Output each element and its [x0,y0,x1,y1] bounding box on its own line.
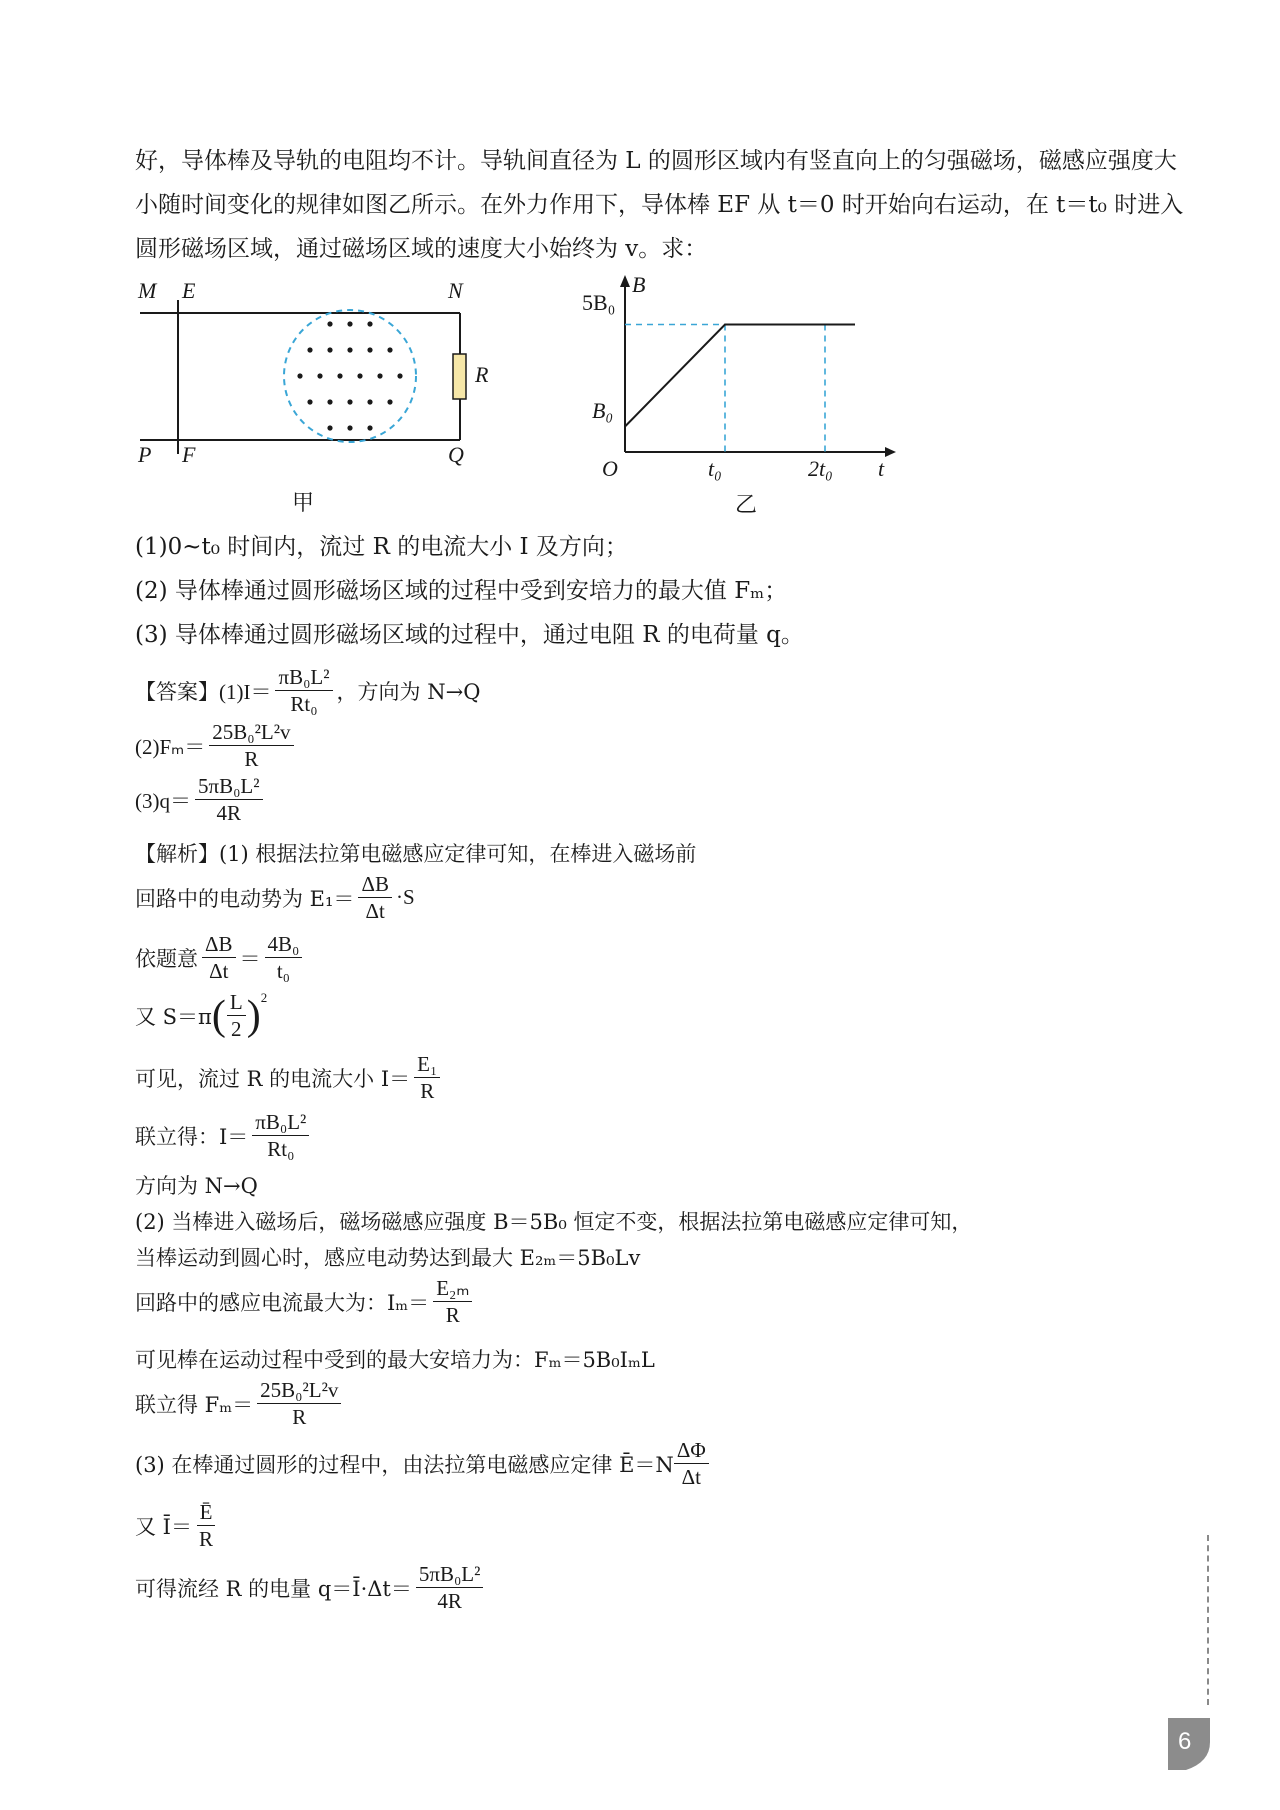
analysis-5-prefix: 可见，流过 R 的电流大小 I＝ [135,1066,411,1091]
analysis-5-denominator: R [420,1079,435,1103]
answer-3-denominator: 4R [216,801,242,825]
analysis-line-11: 可见棒在运动过程中受到的最大安培力为：Fₘ＝5B₀IₘL [135,1348,655,1372]
analysis-2-prefix: 回路中的电动势为 E₁＝ [135,886,355,911]
analysis-15-prefix: 可得流经 R 的电量 q＝Ī·Δt＝ [135,1576,412,1601]
answer-1-numerator: πB₀L² [275,665,332,691]
label-r: R [475,362,489,387]
answer-2-prefix: (2)Fₘ＝ [135,734,206,759]
analysis-4-numerator: L [227,990,246,1016]
answer-2-numerator: 25B₀²L²v [209,720,293,746]
analysis-line-15 [135,1562,487,1613]
analysis-15-numerator: 5πB₀L² [416,1562,484,1588]
intro-line-3: 圆形磁场区域，通过磁场区域的速度大小始终为 v。求： [135,236,708,262]
analysis-12-numerator: 25B₀²L²v [257,1378,341,1404]
analysis-13-denominator: Δt [681,1465,701,1489]
page-edge-dashed-line [1207,1535,1209,1705]
analysis-10-numerator: E₂ₘ [433,1276,472,1302]
analysis-line-5 [135,1052,444,1103]
answer-tag: 【答案】 [135,679,219,704]
question-2: (2) 导体棒通过圆形磁场区域的过程中受到安培力的最大值 Fₘ； [135,578,788,604]
figure-circuit [130,280,490,480]
answer-3-numerator: 5πB₀L² [195,774,263,800]
analysis-line-13 [135,1438,713,1489]
question-1: (1)0~t₀ 时间内，流过 R 的电流大小 I 及方向； [135,534,628,560]
analysis-2-denominator: Δt [365,899,385,923]
page-number: 6 [1178,1728,1192,1755]
label-m: M [138,278,157,303]
answer-1-prefix: (1)I＝ [219,679,272,704]
analysis-6-numerator: πB₀L² [252,1110,309,1136]
answer-3 [135,774,267,825]
left-paren: ( [211,992,226,1039]
analysis-3-numerator-1: ΔB [202,932,236,958]
analysis-14-denominator: R [198,1527,213,1551]
analysis-line-9: 当棒运动到圆心时，感应电动势达到最大 E₂ₘ＝5B₀Lv [135,1246,641,1270]
analysis-10-fraction [433,1276,472,1327]
answer-2-denominator: R [244,747,259,771]
analysis-3-denominator-1: Δt [209,959,229,983]
caption-yi: 乙 [735,493,758,518]
analysis-5-fraction [414,1052,440,1103]
analysis-3-equals: ＝ [239,946,261,971]
label-p: P [138,442,152,467]
analysis-3-numerator-2: 4B₀ [265,932,303,958]
label-b: B [632,272,646,297]
tick-5b0: 5B₀ [582,290,616,315]
analysis-3-prefix: 依题意 [135,946,198,971]
analysis-12-prefix: 联立得 Fₘ＝ [135,1392,254,1417]
analysis-line-2 [135,872,415,923]
figure-b-t-graph [560,270,900,495]
analysis-14-fraction [196,1500,216,1551]
analysis-line-14 [135,1500,220,1551]
analysis-5-numerator: E₁ [414,1052,440,1078]
analysis-15-denominator: 4R [437,1589,462,1613]
question-3: (3) 导体棒通过圆形磁场区域的过程中，通过电阻 R 的电荷量 q。 [135,622,804,648]
tick-t0: t₀ [708,456,722,481]
answer-1 [135,665,480,716]
analysis-2-numerator: ΔB [358,872,392,898]
analysis-4-fraction [227,990,246,1041]
label-q: Q [448,442,464,467]
tick-2t0: 2t₀ [808,456,833,481]
analysis-13-fraction [674,1438,709,1489]
field-dots [297,321,402,430]
right-paren: ) [246,992,261,1039]
page-number-tab [1168,1718,1210,1770]
analysis-line-7: 方向为 N→Q [135,1174,258,1198]
analysis-line-10 [135,1276,476,1327]
answer-1-direction: ，方向为 N→Q [336,679,481,704]
analysis-2-suffix: ·S [395,885,415,909]
analysis-line-12 [135,1378,345,1429]
b-axis-arrow [620,275,630,287]
answer-1-fraction [275,665,332,716]
analysis-6-prefix: 联立得：I＝ [135,1124,249,1149]
analysis-line-4 [135,990,267,1041]
magnetic-field-region [284,310,416,442]
analysis-6-fraction [252,1110,309,1161]
analysis-10-denominator: R [445,1303,460,1327]
analysis-line-3 [135,932,306,983]
analysis-text-1: (1) 根据法拉第电磁感应定律可知，在棒进入磁场前 [219,842,697,866]
analysis-12-denominator: R [292,1405,307,1429]
label-t: t [878,456,885,481]
guide-lines [625,325,825,453]
analysis-4-denominator: 2 [231,1017,242,1041]
series-b-line [625,325,855,427]
answer-2 [135,720,298,771]
analysis-3-denominator-2: t₀ [276,959,290,983]
analysis-13-prefix: (3) 在棒通过圆形的过程中，由法拉第电磁感应定律 Ē＝N [135,1452,674,1477]
analysis-4-exponent: 2 [260,990,268,1005]
label-origin: O [602,456,618,481]
label-f: F [182,442,196,467]
analysis-10-prefix: 回路中的感应电流最大为：Iₘ＝ [135,1290,430,1315]
intro-line-1: 好，导体棒及导轨的电阻均不计。导轨间直径为 L 的圆形区域内有竖直向上的匀强磁场，磁感应强度大 [135,148,1177,174]
analysis-3-fraction-2 [265,932,303,983]
analysis-14-prefix: 又 Ī＝ [135,1514,192,1539]
t-axis-arrow [885,447,896,457]
analysis-line-1 [135,838,696,868]
analysis-14-numerator: Ē [197,1500,216,1526]
analysis-line-8: (2) 当棒进入磁场后，磁场磁感应强度 B＝5B₀ 恒定不变，根据法拉第电磁感应定律可知， [135,1210,973,1234]
analysis-15-fraction [416,1562,484,1613]
analysis-3-fraction-1 [202,932,236,983]
answer-2-fraction [209,720,293,771]
analysis-2-fraction [358,872,392,923]
analysis-tag: 【解析】 [135,842,219,866]
tick-b0: B₀ [592,398,614,423]
analysis-6-denominator: Rt₀ [267,1137,295,1161]
answer-3-fraction [195,774,263,825]
label-e: E [182,278,196,303]
intro-line-2: 小随时间变化的规律如图乙所示。在外力作用下，导体棒 EF 从 t＝0 时开始向右运动，在 t＝t₀ 时进入 [135,192,1184,218]
answer-3-prefix: (3)q＝ [135,788,191,813]
analysis-4-prefix: 又 S＝π [135,1004,212,1029]
answer-1-denominator: Rt₀ [290,692,318,716]
analysis-line-6 [135,1110,313,1161]
analysis-13-numerator: ΔΦ [674,1438,709,1464]
analysis-12-fraction [257,1378,341,1429]
caption-jia: 甲 [292,491,315,516]
label-n: N [448,278,463,303]
resistor [453,354,466,399]
